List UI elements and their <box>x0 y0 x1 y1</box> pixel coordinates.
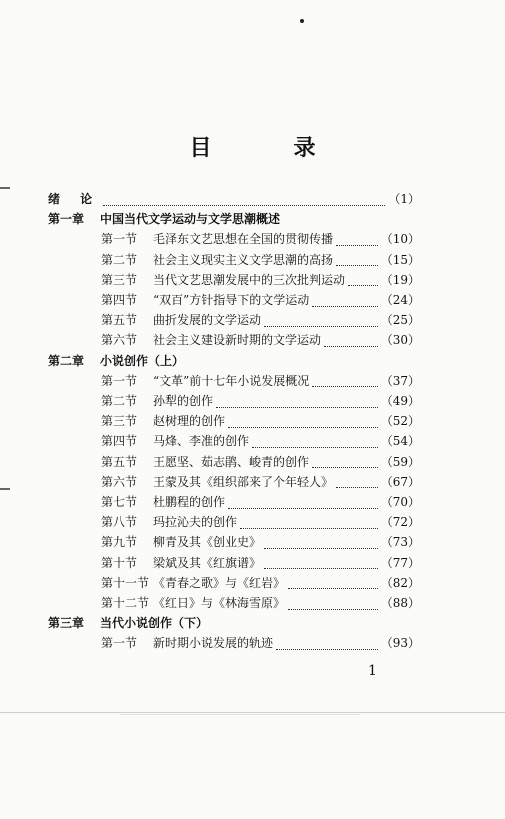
toc-section-page: （15） <box>380 252 420 267</box>
toc-chapter <box>48 613 420 633</box>
toc-section-page: （82） <box>380 575 420 590</box>
toc-section <box>101 411 420 431</box>
toc-section <box>101 593 420 613</box>
toc-chapter-number: 第一章 <box>48 212 85 227</box>
page-edge-line <box>120 714 360 715</box>
leader-dots <box>264 556 378 569</box>
toc-section-number: 第十一节 <box>101 575 150 590</box>
toc-section-title: 社会主义现实主义文学思潮的高扬 <box>153 252 334 267</box>
toc-section-title: 毛泽东文艺思想在全国的贯彻传播 <box>153 232 334 247</box>
toc-section <box>101 452 420 472</box>
leader-dots <box>264 314 378 327</box>
toc-chapter <box>48 351 420 371</box>
toc-section-number: 第四节 <box>101 293 138 307</box>
toc-section-title: 新时期小说发展的轨迹 <box>153 636 274 651</box>
leader-dots <box>216 395 378 408</box>
toc-section-title: 杜鹏程的创作 <box>153 495 226 509</box>
toc-section <box>101 553 420 573</box>
leader-dots <box>288 576 378 589</box>
margin-mark <box>0 187 10 189</box>
toc-section-number: 第十二节 <box>101 596 150 610</box>
toc-section <box>101 310 420 330</box>
toc-intro <box>48 189 420 209</box>
toc-chapter-number: 第三章 <box>48 616 85 631</box>
toc-section <box>101 472 420 492</box>
toc-chapter <box>48 209 420 229</box>
toc-section-number: 第一节 <box>101 636 138 651</box>
leader-dots <box>348 273 378 286</box>
toc-section-page: （10） <box>380 232 420 247</box>
toc-section <box>101 270 420 290</box>
leader-dots <box>103 193 385 206</box>
toc-section-number: 第四节 <box>101 434 138 449</box>
toc-section-number: 第五节 <box>101 454 138 469</box>
toc-section <box>101 492 420 512</box>
toc-chapter-title: 中国当代文学运动与文学思潮概述 <box>100 212 281 227</box>
toc-section-title: 王蒙及其《组织部来了个年轻人》 <box>153 474 334 489</box>
toc-section-number: 第三节 <box>101 272 138 287</box>
toc-chapter-title: 小说创作（上） <box>100 353 185 368</box>
ink-speck <box>300 19 304 23</box>
leader-dots <box>312 294 377 307</box>
toc-section-number: 第五节 <box>101 313 138 328</box>
leader-dots <box>336 475 378 488</box>
toc-section-title: 柳青及其《创业史》 <box>153 535 262 550</box>
toc-intro-page: （1） <box>388 192 420 206</box>
leader-dots <box>288 597 378 610</box>
toc-section <box>101 633 420 653</box>
page-number: 1 <box>368 663 377 679</box>
toc-section-number: 第一节 <box>101 373 138 388</box>
toc-section <box>101 371 420 391</box>
toc-section-page: （70） <box>380 495 420 509</box>
leader-dots <box>336 253 378 266</box>
toc-section-page: （24） <box>380 293 420 307</box>
toc-section-page: （77） <box>380 555 420 570</box>
leader-dots <box>324 334 378 347</box>
leader-dots <box>228 496 378 509</box>
toc-section-page: （49） <box>380 394 420 408</box>
toc-section <box>101 250 420 270</box>
leader-dots <box>276 637 378 650</box>
toc-section-page: （19） <box>380 272 420 287</box>
toc-section-number: 第二节 <box>101 252 138 267</box>
toc-section-title: 《青春之歌》与《红岩》 <box>153 575 286 590</box>
toc-section-title: 曲折发展的文学运动 <box>153 313 262 328</box>
toc-section-title: 马烽、李准的创作 <box>153 434 250 449</box>
toc-section-title: “文革”前十七年小说发展概况 <box>153 373 310 388</box>
leader-dots <box>312 455 378 468</box>
toc-section-number: 第七节 <box>101 495 138 509</box>
toc-section <box>101 573 420 593</box>
toc-section-number: 第十节 <box>101 555 138 570</box>
toc-section-title: 当代文艺思潮发展中的三次批判运动 <box>153 272 346 287</box>
toc-section-number: 第八节 <box>101 515 138 530</box>
toc-section-page: （25） <box>380 313 420 328</box>
toc-section <box>101 330 420 350</box>
toc-section-number: 第一节 <box>101 232 138 247</box>
toc-section-title: “双百”方针指导下的文学运动 <box>153 293 310 307</box>
toc-section-title: 玛拉沁夫的创作 <box>153 515 238 530</box>
toc-section-title: 社会主义建设新时期的文学运动 <box>153 333 322 348</box>
toc-chapter-title: 当代小说创作（下） <box>100 616 209 631</box>
toc-section-number: 第六节 <box>101 333 138 348</box>
toc-section <box>101 431 420 451</box>
toc-section-page: （37） <box>380 373 420 388</box>
leader-dots <box>228 415 378 428</box>
toc-section <box>101 391 420 411</box>
toc-intro-number: 绪 论 <box>48 192 101 206</box>
toc-section-title: 梁斌及其《红旗谱》 <box>153 555 262 570</box>
toc-section-number: 第二节 <box>101 394 138 408</box>
toc-section-page: （67） <box>380 474 420 489</box>
toc-section-page: （54） <box>380 434 420 449</box>
toc-section-page: （88） <box>380 596 420 610</box>
leader-dots <box>336 233 378 246</box>
toc-chapter-number: 第二章 <box>48 353 85 368</box>
toc-section-page: （93） <box>380 636 420 651</box>
leader-dots <box>312 374 377 387</box>
toc-section-page: （72） <box>380 515 420 530</box>
page-title: 目 录 <box>189 135 346 161</box>
margin-mark <box>0 488 10 490</box>
toc-section-page: （73） <box>380 535 420 550</box>
leader-dots <box>240 516 378 529</box>
leader-dots <box>264 536 378 549</box>
toc-section <box>101 512 420 532</box>
toc-section-number: 第三节 <box>101 414 138 429</box>
toc-section-page: （30） <box>380 333 420 348</box>
toc-section <box>101 532 420 552</box>
toc-section <box>101 290 420 310</box>
toc-section <box>101 229 420 249</box>
toc-section-page: （52） <box>380 414 420 429</box>
toc-section-page: （59） <box>380 454 420 469</box>
toc-section-title: 《红日》与《林海雪原》 <box>153 596 286 610</box>
toc-section-title: 赵树理的创作 <box>153 414 226 429</box>
toc-section-number: 第六节 <box>101 474 138 489</box>
toc-section-number: 第九节 <box>101 535 138 550</box>
leader-dots <box>252 435 378 448</box>
toc-section-title: 王愿坚、茹志鹃、峻青的创作 <box>153 454 310 469</box>
toc-section-title: 孙犁的创作 <box>153 394 214 408</box>
page-edge-line <box>0 712 505 713</box>
